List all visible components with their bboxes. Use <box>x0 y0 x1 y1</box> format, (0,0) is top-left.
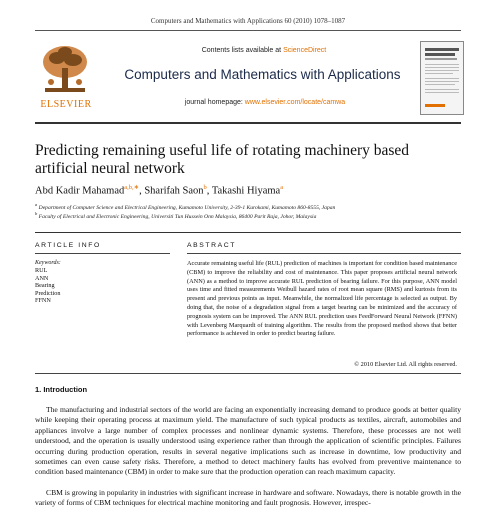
section-rule <box>35 232 461 233</box>
abstract-heading: ABSTRACT <box>187 242 237 249</box>
affiliation-text: Department of Computer Science and Electrical Engineering, Kumamoto University, 2-39-1 Kurokami, Kumamoto 860-8555, Japan <box>38 204 336 211</box>
article-info-heading: ARTICLE INFO <box>35 242 101 249</box>
paper-title: Predicting remaining useful life of rotating machinery based artificial neural network <box>35 142 410 177</box>
abstract-rule <box>187 253 461 254</box>
header-rule-top <box>35 30 461 31</box>
copyright-notice: © 2010 Elsevier Ltd. All rights reserved. <box>354 361 457 368</box>
affiliation-a <box>35 202 465 211</box>
homepage-link[interactable]: www.elsevier.com/locate/camwa <box>244 99 346 106</box>
author-marks[interactable]: a <box>280 184 284 191</box>
keywords-list <box>35 267 60 305</box>
article-info-rule <box>35 253 170 254</box>
abstract-text: Accurate remaining useful life (RUL) prediction of machines is important for condition based maintenance (CBM) to improve the reliability and cost of maintenance. This paper proposes artificial neural network (ANN) as a method to improve accurate RUL prediction of bearing failure. For this purpose, ANN model uses time and fitted measurements Weibull hazard rates of root mean square (RMS) and kurtosis from its present and previous points as input. Meanwhile, the normalized life percentage is selected as output. By doing that, the noise of a degradation signal from a target bearing can be minimized and the accuracy of prognosis system can be improved. The ANN RUL prediction uses FeedForward Neural Network (FFNN) with Levenberg Marquardt of training algorithm. The results from the proposed method shows that better performance is achieved in order to predict bearing failure. <box>187 260 457 338</box>
journal-cover-thumbnail <box>420 41 464 115</box>
publisher-name: ELSEVIER <box>40 99 92 110</box>
keyword: ANN <box>35 274 49 282</box>
sciencedirect-link[interactable]: ScienceDirect <box>283 47 327 54</box>
affiliation-mark: a <box>35 202 38 207</box>
journal-title: Computers and Mathematics with Applications <box>124 67 401 82</box>
keyword: Bearing <box>35 282 55 290</box>
author-marks[interactable]: a,b,∗ <box>124 184 140 191</box>
author-name: Abd Kadir Mahamad <box>35 185 125 197</box>
intro-paragraph: The manufacturing and industrial sectors of the world are facing an exponentially increasing demand to produce goods at better quality while keeping their operating process at maximum yield. The manufacture of such typical products as textiles, aircraft, automobiles and appliances involve a large number of complex processes and nonlinear dynamic systems. Therefore, these processes are not well understood, and the operation is usually understood using experience rather than through the application of scientific principles. Failures occurring during production operation, results in several negative implications such as increase in downtime, low productivity and sometimes can even cause safety risks. Therefore, a method to detect machinery faults has evolved from preventive maintenance to condition based maintenance (CBM) in order to make sure that the production operation can reach maximum capacity. <box>35 405 461 477</box>
header-rule-bottom <box>35 122 461 124</box>
author-separator: , <box>206 185 212 197</box>
journal-citation: Computers and Mathematics with Applications 60 (2010) 1078–1087 <box>150 17 346 25</box>
author-list <box>35 183 465 197</box>
intro-paragraph: CBM is growing in popularity in industries with significant increase in hardware and software. Nowadays, there is notable growth in the variety of forms of CBM techniques for electrical machine monitoring and fault prognosis. However, irrespec- <box>35 488 461 508</box>
author-name: Sharifah Saon <box>144 185 204 197</box>
section-heading-introduction: 1. Introduction <box>35 385 88 394</box>
affiliation-text: Faculty of Electrical and Electronic Engineering, Universiti Tun Hussein Onn Malaysia, 86400 Parit Raja, Johor, Malaysia <box>38 213 317 220</box>
author-marks[interactable]: b <box>203 184 207 191</box>
keywords-label: Keywords: <box>35 260 61 266</box>
abstract-end-rule <box>35 373 461 374</box>
keyword: Prediction <box>35 289 61 297</box>
journal-homepage <box>120 99 410 106</box>
contents-line <box>114 47 414 54</box>
affiliation-b <box>35 211 465 220</box>
author-separator: , <box>139 185 145 197</box>
keyword: RUL <box>35 267 48 274</box>
homepage-prefix: journal homepage: <box>184 99 245 106</box>
keyword: FFNN <box>35 297 51 305</box>
author-name: Takashi Hiyama <box>211 185 281 197</box>
affiliation-mark: b <box>35 211 38 216</box>
contents-prefix: Contents lists available at <box>201 47 284 54</box>
